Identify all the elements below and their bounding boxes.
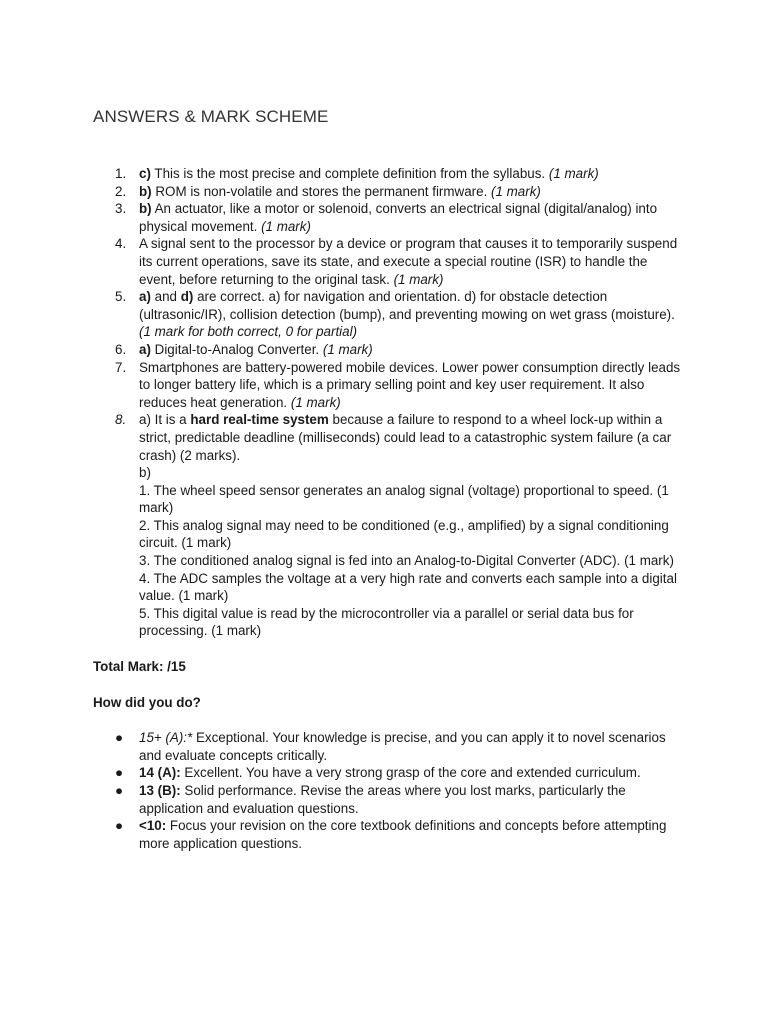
answer-8a-bold: hard real-time system <box>190 412 329 428</box>
answer-8b-step: 3. The conditioned analog signal is fed into an Analog-to-Digital Converter (ADC). (1 mark) <box>139 553 674 569</box>
answer-number: 2. <box>115 183 127 199</box>
answer-mark: (1 mark) <box>491 183 541 199</box>
grade-label: <10: <box>139 818 167 834</box>
answer-mark: (1 mark) <box>322 341 373 357</box>
answer-number: 3. <box>115 201 127 217</box>
grade-text: Exceptional. Your knowledge is precise, and you can apply it to novel scenarios and evaluate concepts critically. <box>139 730 666 763</box>
grade-text: Excellent. You have a very strong grasp of the core and extended curriculum. <box>180 765 641 781</box>
answer-text: ROM is non-volatile and stores the permanent firmware. <box>151 183 492 199</box>
bullet-icon: ● <box>115 818 124 834</box>
answer-7 <box>93 359 683 412</box>
answer-text: Digital-to-Analog Converter. <box>150 341 323 357</box>
answer-label-d: d) <box>180 289 194 305</box>
answer-label: c) <box>139 166 151 181</box>
answer-number: 7. <box>115 359 127 375</box>
bullet-icon: ● <box>115 783 124 798</box>
answer-mark: (1 mark) <box>290 394 341 410</box>
answer-mark: (1 mark) <box>261 218 311 234</box>
answer-mark: (1 mark) <box>393 271 444 287</box>
answer-4 <box>93 235 683 288</box>
total-mark: Total Mark: /15 <box>93 659 186 675</box>
answer-mark: (1 mark) <box>548 166 599 181</box>
answer-number: 6. <box>115 341 127 357</box>
answer-1 <box>93 165 683 183</box>
answer-8 <box>93 411 683 640</box>
answer-text: An actuator, like a motor or solenoid, converts an electrical signal (digital/analog) into physical movement. <box>139 201 658 234</box>
grade-text: Focus your revision on the core textbook definitions and concepts before attempting more application questions. <box>139 818 667 851</box>
answer-number: 5. <box>115 289 127 305</box>
answer-8a-prefix: a) It is a <box>139 412 191 428</box>
answer-text: A signal sent to the processor by a device or program that causes it to temporarily suspend its current operations, save its state, and execute a special routine (ISR) to handle the event, before returning to the original task. <box>139 236 678 287</box>
answer-text: This is the most precise and complete definition from the syllabus. <box>150 166 549 181</box>
grade-label: 13 (B): <box>139 783 181 798</box>
grade-text: Solid performance. Revise the areas where you lost marks, particularly the application and evaluation questions. <box>139 783 626 816</box>
answer-8b-step: 1. The wheel speed sensor generates an analog signal (voltage) proportional to speed. (1 mark) <box>139 482 669 516</box>
answer-number: 8. <box>115 412 127 428</box>
answer-number: 1. <box>115 166 127 181</box>
page-title: ANSWERS & MARK SCHEME <box>93 107 329 126</box>
bullet-icon: ● <box>115 730 124 746</box>
answer-8b-step: 5. This digital value is read by the microcontroller via a parallel or serial data bus for processing. (1 mark) <box>139 605 634 639</box>
answer-label: b) <box>139 201 152 217</box>
answer-text: Smartphones are battery-powered mobile devices. Lower power consumption directly leads to longer battery life, which is a primary selling point and key user requirement. It also reduces heat generation. <box>139 359 681 410</box>
grade-label: 15+ (A):* <box>139 730 193 746</box>
how-did-you-do-heading: How did you do? <box>93 694 201 710</box>
answer-mark: (1 mark for both correct, 0 for partial) <box>139 324 358 340</box>
grade-item <box>93 817 683 852</box>
grade-item <box>93 729 683 764</box>
answer-8b-label: b) <box>139 465 151 481</box>
answer-number: 4. <box>115 236 127 252</box>
answers-list <box>93 165 683 640</box>
answer-label-a: a) <box>139 289 151 305</box>
answer-connector: and <box>150 289 181 305</box>
bullet-icon: ● <box>115 765 124 781</box>
answer-8a-text: because a failure to respond to a wheel lock-up within a strict, predictable deadline (milliseconds) could lead to a catastrophic system failure (a car crash) (2 marks). <box>139 412 672 463</box>
grade-list <box>93 729 683 852</box>
grade-item <box>93 782 683 817</box>
answer-label: b) <box>139 183 152 199</box>
answer-8b-step: 4. The ADC samples the voltage at a very high rate and converts each sample into a digital value. (1 mark) <box>139 570 677 604</box>
grade-item <box>93 764 683 782</box>
answer-5 <box>93 288 683 341</box>
mark-scheme-page <box>93 106 683 852</box>
answer-text: are correct. a) for navigation and orientation. d) for obstacle detection (ultrasonic/IR), collision detection (bump), and preventing mowing on wet grass (moisture). <box>139 289 675 322</box>
answer-8b-step: 2. This analog signal may need to be conditioned (e.g., amplified) by a signal conditioning circuit. (1 mark) <box>139 517 669 551</box>
grade-label: 14 (A): <box>139 765 181 781</box>
answer-label: a) <box>139 341 151 357</box>
answer-2 <box>93 183 683 201</box>
answer-3 <box>93 200 683 235</box>
answer-6 <box>93 341 683 359</box>
